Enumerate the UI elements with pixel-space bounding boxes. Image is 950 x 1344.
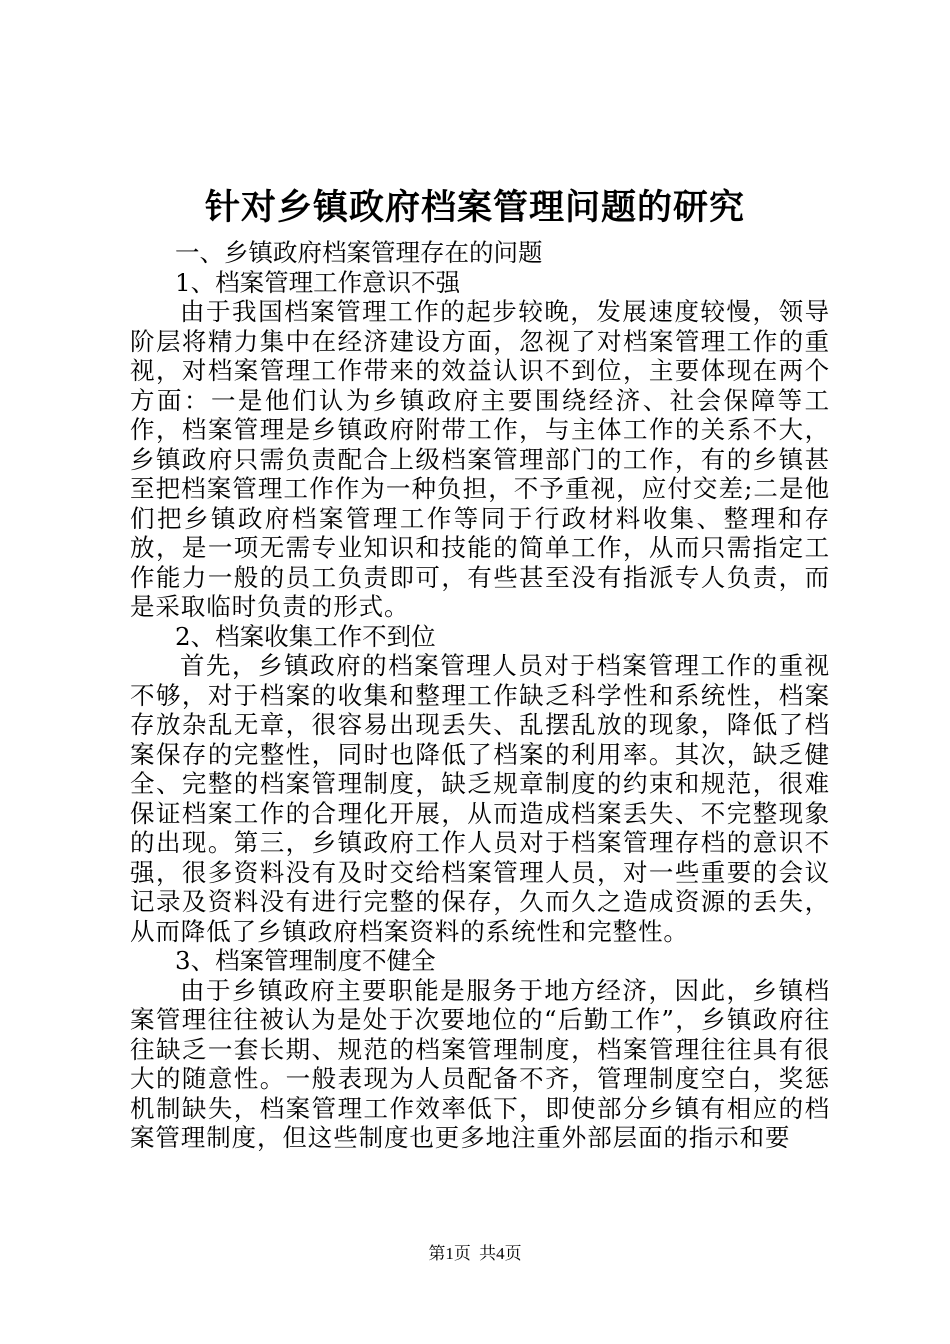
page-total: 共4页: [479, 1244, 522, 1263]
document-title: 针对乡镇政府档案管理问题的研究: [204, 187, 745, 228]
subsection-heading-2: 2、档案收集工作不到位: [175, 621, 436, 651]
paragraph-1: 由于我国档案管理工作的起步较晚，发展速度较慢，领导阶层将精力集中在经济建设方面，忽视了对档案管理工作的重视，对档案管理工作带来的效益认识不到位，主要体现在两个方面：一是他们认为乡镇政府主要围绕经济、社会保障等工作，档案管理是乡镇政府附带工作，与主体工作的关系不大，乡镇政府只需负责配合上级档案管理部门的工作，有的乡镇甚至把档案管理工作作为一种负担，不予重视，应付交差;二是他们把乡镇政府档案管理工作等同于行政材料收集、整理和存放，是一项无需专业知识和技能的简单工作，从而只需指定工作能力一般的员工负责即可，有些甚至没有指派专人负责，而是采取临时负责的形式。: [130, 297, 830, 621]
paragraph-2: 首先，乡镇政府的档案管理人员对于档案管理工作的重视不够，对于档案的收集和整理工作缺乏科学性和系统性，档案存放杂乱无章，很容易出现丢失、乱摆乱放的现象，降低了档案保存的完整性，同时也降低了档案的利用率。其次，缺乏健全、完整的档案管理制度，缺乏规章制度的约束和规范，很难保证档案工作的合理化开展，从而造成档案丢失、不完整现象的出现。第三，乡镇政府工作人员对于档案管理存档的意识不强，很多资料没有及时交给档案管理人员，对一些重要的会议记录及资料没有进行完整的保存，久而久之造成资源的丢失，从而降低了乡镇政府档案资料的系统性和完整性。: [130, 651, 830, 946]
subsection-heading-3: 3、档案管理制度不健全: [175, 946, 436, 975]
paragraph-3: 由于乡镇政府主要职能是服务于地方经济，因此，乡镇档案管理往往被认为是处于次要地位的“后勤工作”，乡镇政府往往缺乏一套长期、规范的档案管理制度，档案管理往往具有很大的随意性。一般表现为人员配备不齐，管理制度空白，奖惩机制缺失，档案管理工作效率低下，即使部分乡镇有相应的档案管理制度，但这些制度也更多地注重外部层面的指示和要: [130, 975, 830, 1152]
subsection-heading-1: 1、档案管理工作意识不强: [175, 267, 461, 297]
page-footer: [0, 1243, 950, 1265]
section-heading: 一、乡镇政府档案管理存在的问题: [175, 238, 543, 267]
document-body: [130, 238, 830, 1153]
page-number: 第1页: [428, 1244, 471, 1263]
